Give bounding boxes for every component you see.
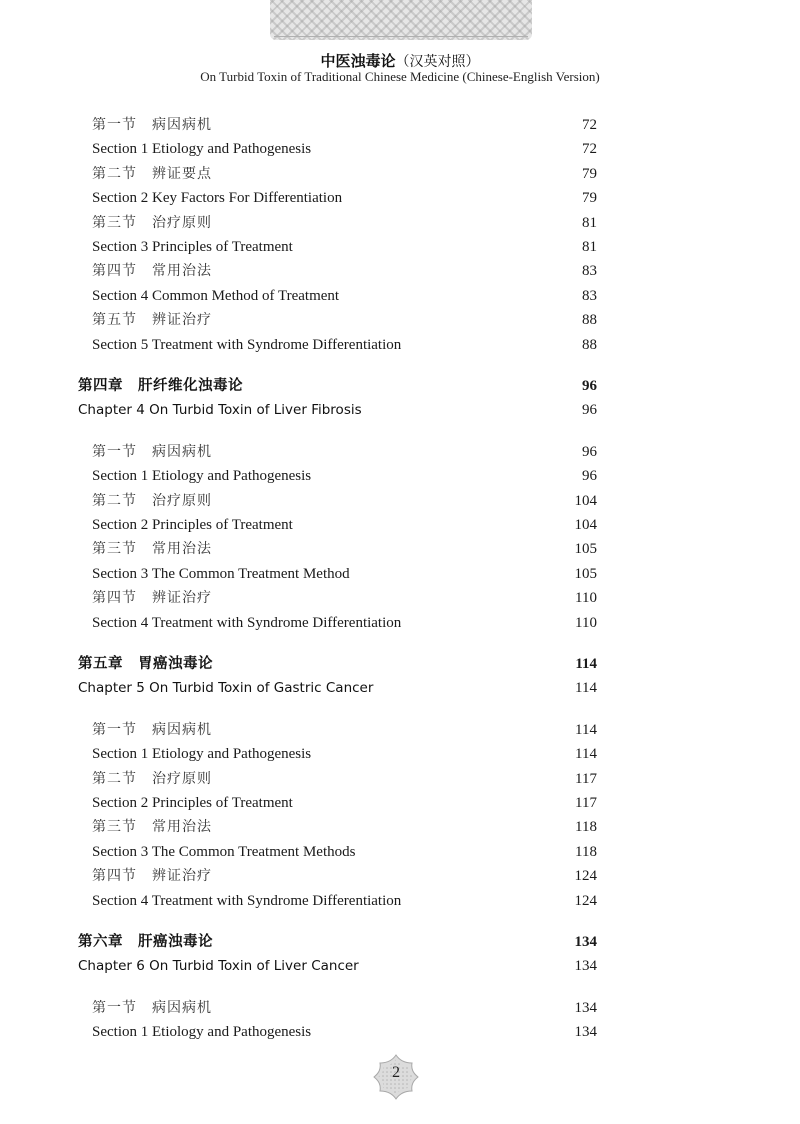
toc-entry-page: 81 [582,239,597,255]
toc-entry-title: 第一节 病因病机 [92,1000,212,1016]
toc-entry-title: Section 5 Treatment with Syndrome Differentiation [92,337,402,353]
toc-section-english[interactable] [0,186,800,210]
toc-entry-title: Section 4 Common Method of Treatment [92,288,340,304]
toc-section-english[interactable] [0,235,800,259]
toc-entry-page: 96 [582,444,597,460]
toc-entry-page: 83 [582,288,597,304]
toc-entry-title: Section 2 Principles of Treatment [92,795,293,811]
toc-entry-title: 第四节 辨证治疗 [92,868,212,884]
toc-entry-title: 第二节 辨证要点 [92,166,212,182]
toc-entry-page: 117 [575,771,597,787]
toc-entry-page: 114 [575,680,597,696]
toc-entry-page: 114 [575,746,597,762]
toc-entry-page: 72 [582,141,597,157]
toc-entry-title: Section 2 Key Factors For Differentiation [92,190,343,206]
toc-entry-page: 88 [582,312,597,328]
toc-entry-page: 134 [574,934,597,950]
book-subtitle: On Turbid Toxin of Traditional Chinese Medicine (Chinese-English Version) [200,69,600,84]
toc-entry-page: 104 [574,517,597,533]
toc-entry-page: 79 [582,190,597,206]
toc-section-english[interactable] [0,284,800,308]
toc-section-chinese[interactable] [0,211,800,235]
toc-entry-title: Chapter 4 On Turbid Toxin of Liver Fibrosis [78,402,362,418]
toc-entry-title: 第六章 肝癌浊毒论 [78,934,213,950]
toc-entry-title: 第三节 常用治法 [92,819,212,835]
toc-entry-page: 105 [574,541,597,557]
toc-entry-page: 134 [574,1024,597,1040]
toc-entry-title: 第一节 病因病机 [92,722,212,738]
book-title [0,50,800,71]
toc-entry-page: 118 [575,819,597,835]
toc-section-chinese[interactable] [0,537,800,561]
toc-section-chinese[interactable] [0,767,800,791]
toc-chapter-english[interactable] [0,398,800,422]
header-ornament [270,0,532,40]
toc-section-chinese[interactable] [0,586,800,610]
toc-section-chinese[interactable] [0,489,800,513]
toc-entry-title: 第三节 治疗原则 [92,215,212,231]
page-number: 2 [392,1064,400,1081]
toc-section-english[interactable] [0,333,800,357]
toc-section-english[interactable] [0,889,800,913]
toc-entry-page: 81 [582,215,597,231]
toc-chapter[interactable] [0,374,800,398]
toc-chapter-english[interactable] [0,954,800,978]
toc-entry-page: 114 [575,722,597,738]
toc-entry-page: 110 [575,615,597,631]
toc-entry-title: Section 3 Principles of Treatment [92,239,293,255]
toc-entry-title: 第四节 辨证治疗 [92,590,212,606]
toc-entry-page: 134 [574,958,597,974]
toc-entry-page: 114 [575,656,597,672]
toc-entry-page: 96 [582,468,597,484]
book-title-suffix: （汉英对照） [395,54,480,70]
toc-entry-page: 124 [574,868,597,884]
toc-entry-page: 79 [582,166,597,182]
toc-section-english[interactable] [0,513,800,537]
toc-entry-page: 110 [575,590,597,606]
toc-entry-page: 72 [582,117,597,133]
toc-entry-title: Chapter 5 On Turbid Toxin of Gastric Cancer [78,680,374,696]
toc-entry-page: 118 [575,844,597,860]
toc-entry-title: Section 3 The Common Treatment Methods [92,844,356,860]
toc-entry-title: 第二节 治疗原则 [92,771,212,787]
toc-entry-title: 第四章 肝纤维化浊毒论 [78,378,243,394]
toc-chapter[interactable] [0,930,800,954]
toc-entry-page: 96 [582,402,597,418]
toc-section-english[interactable] [0,611,800,635]
book-title-main: 中医浊毒论 [320,52,396,70]
toc-entry-title: Section 2 Principles of Treatment [92,517,293,533]
toc-entry-title: Section 1 Etiology and Pathogenesis [92,1024,312,1040]
toc-section-chinese[interactable] [0,864,800,888]
toc-entry-title: Section 1 Etiology and Pathogenesis [92,468,312,484]
toc-section-chinese[interactable] [0,815,800,839]
toc-entry-title: 第一节 病因病机 [92,117,212,133]
toc-entry-page: 124 [574,893,597,909]
toc-entry-title: Section 4 Treatment with Syndrome Differentiation [92,893,402,909]
toc-entry-title: 第五节 辨证治疗 [92,312,212,328]
toc-section-chinese[interactable] [0,113,800,137]
toc-section-chinese[interactable] [0,162,800,186]
toc-entry-title: Section 1 Etiology and Pathogenesis [92,141,312,157]
toc-section-english[interactable] [0,1020,800,1044]
toc-entry-page: 83 [582,263,597,279]
toc-section-chinese[interactable] [0,440,800,464]
toc-section-english[interactable] [0,562,800,586]
toc-section-english[interactable] [0,137,800,161]
toc-entry-title: 第二节 治疗原则 [92,493,212,509]
toc-section-chinese[interactable] [0,259,800,283]
toc-section-english[interactable] [0,840,800,864]
toc-entry-title: Chapter 6 On Turbid Toxin of Liver Cancer [78,958,359,974]
toc-entry-title: 第四节 常用治法 [92,263,212,279]
toc-chapter[interactable] [0,652,800,676]
toc-chapter-english[interactable] [0,676,800,700]
toc-section-chinese[interactable] [0,718,800,742]
toc-entry-page: 134 [574,1000,597,1016]
toc-section-english[interactable] [0,464,800,488]
toc-entry-title: 第一节 病因病机 [92,444,212,460]
toc-section-english[interactable] [0,791,800,815]
toc-entry-page: 88 [582,337,597,353]
toc-entry-title: Section 1 Etiology and Pathogenesis [92,746,312,762]
toc-entry-title: 第三节 常用治法 [92,541,212,557]
toc-entry-page: 117 [575,795,597,811]
toc-entry-page: 104 [574,493,597,509]
toc-section-english[interactable] [0,742,800,766]
toc-entry-title: Section 3 The Common Treatment Method [92,566,350,582]
toc-entry-page: 96 [582,378,597,394]
toc-section-chinese[interactable] [0,308,800,332]
toc-entry-page: 105 [574,566,597,582]
toc-section-chinese[interactable] [0,996,800,1020]
toc-entry-title: 第五章 胃癌浊毒论 [78,656,213,672]
toc-entry-title: Section 4 Treatment with Syndrome Differentiation [92,615,402,631]
